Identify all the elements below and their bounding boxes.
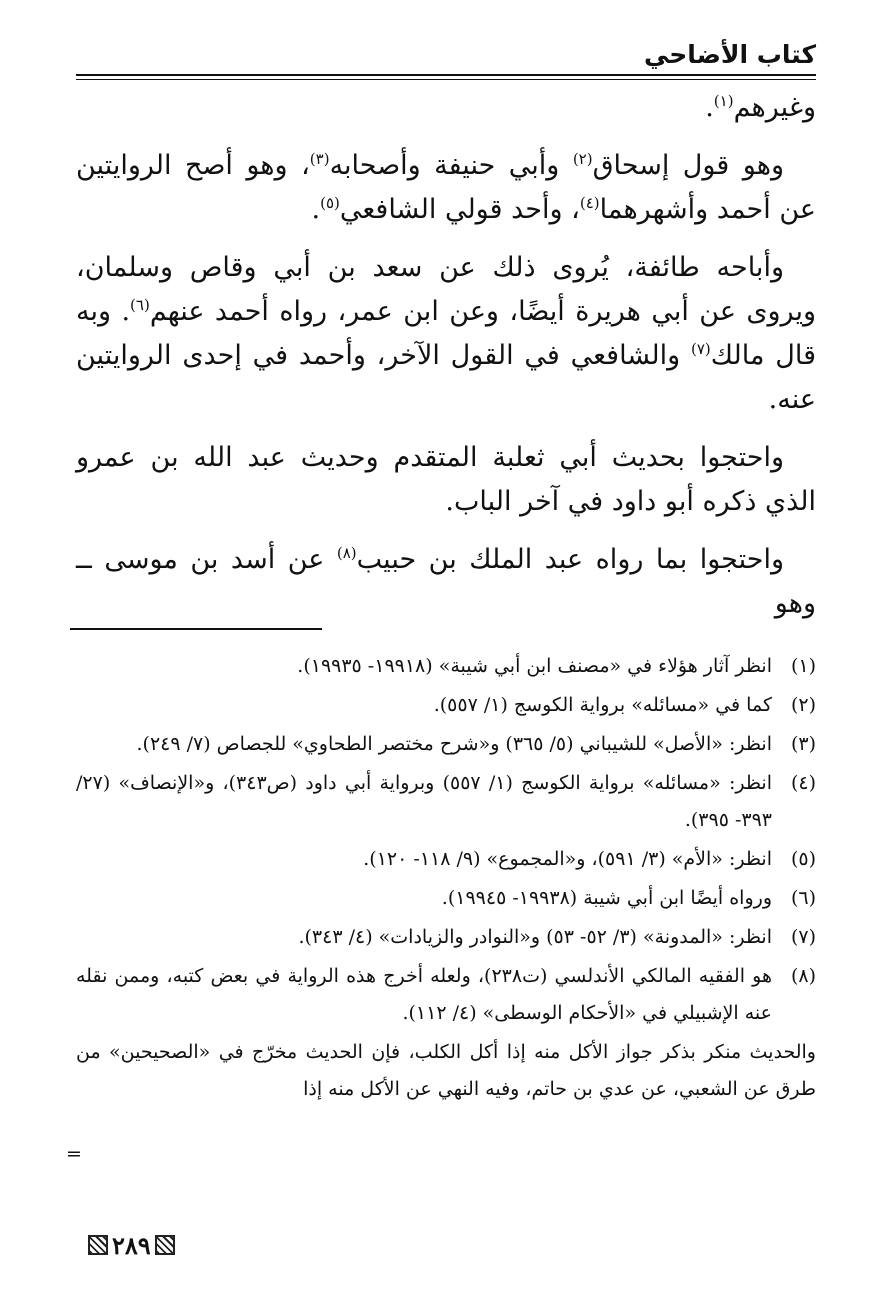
para3-text: واحتجوا بحديث أبي ثعلبة المتقدم وحديث عبد الله بن عمرو الذي ذكره أبو داود في آخر الباب. <box>76 442 816 517</box>
para2-a: وأباحه طائفة، يُروى ذلك عن سعد بن أبي وقاص وسلمان، ويروى عن أبي هريرة أيضًا، وعن ابن عمر، رواه أحمد عنهم <box>76 252 816 327</box>
footnote-number: (٦) <box>790 887 816 909</box>
para1-e: . <box>311 194 321 225</box>
footnote-ref-6[interactable]: (٦) <box>130 296 150 314</box>
footnote-ref-2[interactable]: (٢) <box>572 150 593 168</box>
footnote-8 <box>76 958 816 1032</box>
footnote-3 <box>76 726 816 763</box>
para1-d: ، وأحد قولي الشافعي <box>339 194 580 225</box>
para1-b: وأبي حنيفة وأصحابه <box>329 150 573 181</box>
paragraph-1 <box>76 144 816 232</box>
footnote-2 <box>76 687 816 724</box>
para0-end: . <box>705 92 714 123</box>
footnote-text: انظر آثار هؤلاء في «مصنف ابن أبي شيبة» (١٩٩١٨- ١٩٩٣٥). <box>297 655 772 677</box>
footnote-6 <box>76 880 816 917</box>
footnote-number: (٣) <box>790 733 816 755</box>
para0-text: وغيرهم <box>733 92 816 123</box>
footnote-ref-7[interactable]: (٧) <box>690 340 711 358</box>
footnote-continuation <box>76 1034 816 1108</box>
page-number: ٢٨٩ <box>112 1230 151 1260</box>
footnote-ref-3[interactable]: (٣) <box>309 150 330 168</box>
header-title: كتاب الأضاحي <box>644 40 816 69</box>
footnote-ref-4[interactable]: (٤) <box>579 194 600 212</box>
header-rule-thin <box>76 79 816 80</box>
para2-b: . وبه قال مالك <box>76 296 816 371</box>
footnote-number: (٤) <box>790 772 816 794</box>
footnote-number: (٧) <box>790 926 816 948</box>
footnote-7 <box>76 919 816 956</box>
footnotes <box>76 648 816 1110</box>
footnote-ref-1[interactable]: (١) <box>713 92 734 110</box>
footnote-text: انظر: «المدونة» (٣/ ٥٢- ٥٣) و«النوادر والزيادات» (٤/ ٣٤٣). <box>298 926 772 948</box>
footnote-text: انظر: «الأصل» للشيباني (٥/ ٣٦٥) و«شرح مختصر الطحاوي» للجصاص (٧/ ٢٤٩). <box>136 733 772 755</box>
footnote-number: (١) <box>790 655 816 677</box>
footnote-text: ورواه أيضًا ابن أبي شيبة (١٩٩٣٨- ١٩٩٤٥). <box>441 887 772 909</box>
footnote-ref-8[interactable]: (٨) <box>336 544 357 562</box>
para4-b: عن أسد بن موسى ــ وهو <box>76 544 816 619</box>
footnote-ref-5[interactable]: (٥) <box>320 194 340 212</box>
footnote-number: (٥) <box>790 848 816 870</box>
para1-c: ، وهو أصح الروايتين عن أحمد وأشهرهما <box>76 150 816 225</box>
footnote-4 <box>76 765 816 839</box>
paragraph-3 <box>76 436 816 524</box>
paragraph-2 <box>76 246 816 422</box>
page-folio <box>88 1228 175 1262</box>
paragraph-0 <box>76 86 816 130</box>
footnote-text: انظر: «الأم» (٣/ ٥٩١)، و«المجموع» (٩/ ١١٨- ١٢٠). <box>363 848 772 870</box>
footnote-text: هو الفقيه المالكي الأندلسي (ت٢٣٨)، ولعله أخرج هذه الرواية في بعض كتبه، وممن نقله عنه الإشبيلي في «الأحكام الوسطى» (٤/ ١١٢). <box>76 965 772 1024</box>
running-header <box>76 40 816 80</box>
ornament-icon <box>88 1235 108 1255</box>
para4-a: واحتجوا بما رواه عبد الملك بن حبيب <box>356 544 784 575</box>
ornament-icon <box>155 1235 175 1255</box>
footnote-text: انظر: «مسائله» برواية الكوسج (١/ ٥٥٧) وبرواية أبي داود (ص٣٤٣)، و«الإنصاف» (٢٧/ ٣٩٣- ٣٩٥). <box>76 772 772 831</box>
paragraph-4 <box>76 538 816 626</box>
footnote-number: (٢) <box>790 694 816 716</box>
header-rule-thick <box>76 74 816 76</box>
footnote-text: كما في «مسائله» برواية الكوسج (١/ ٥٥٧). <box>433 694 772 716</box>
footnote-separator <box>70 628 322 630</box>
para2-c: والشافعي في القول الآخر، وأحمد في إحدى الروايتين عنه. <box>76 340 816 415</box>
footnote-5 <box>76 841 816 878</box>
continuation-mark: = <box>66 1143 82 1165</box>
footnote-number: (٨) <box>790 965 816 987</box>
footnote-continuation-text: والحديث منكر بذكر جواز الأكل منه إذا أكل الكلب، فإن الحديث مخرّج في «الصحيحين» من طرق عن الشعبي، عن عدي بن حاتم، وفيه النهي عن الأكل منه إذا <box>76 1041 816 1100</box>
main-text <box>76 86 816 640</box>
para1-a: وهو قول إسحاق <box>592 150 784 181</box>
footnote-1 <box>76 648 816 685</box>
